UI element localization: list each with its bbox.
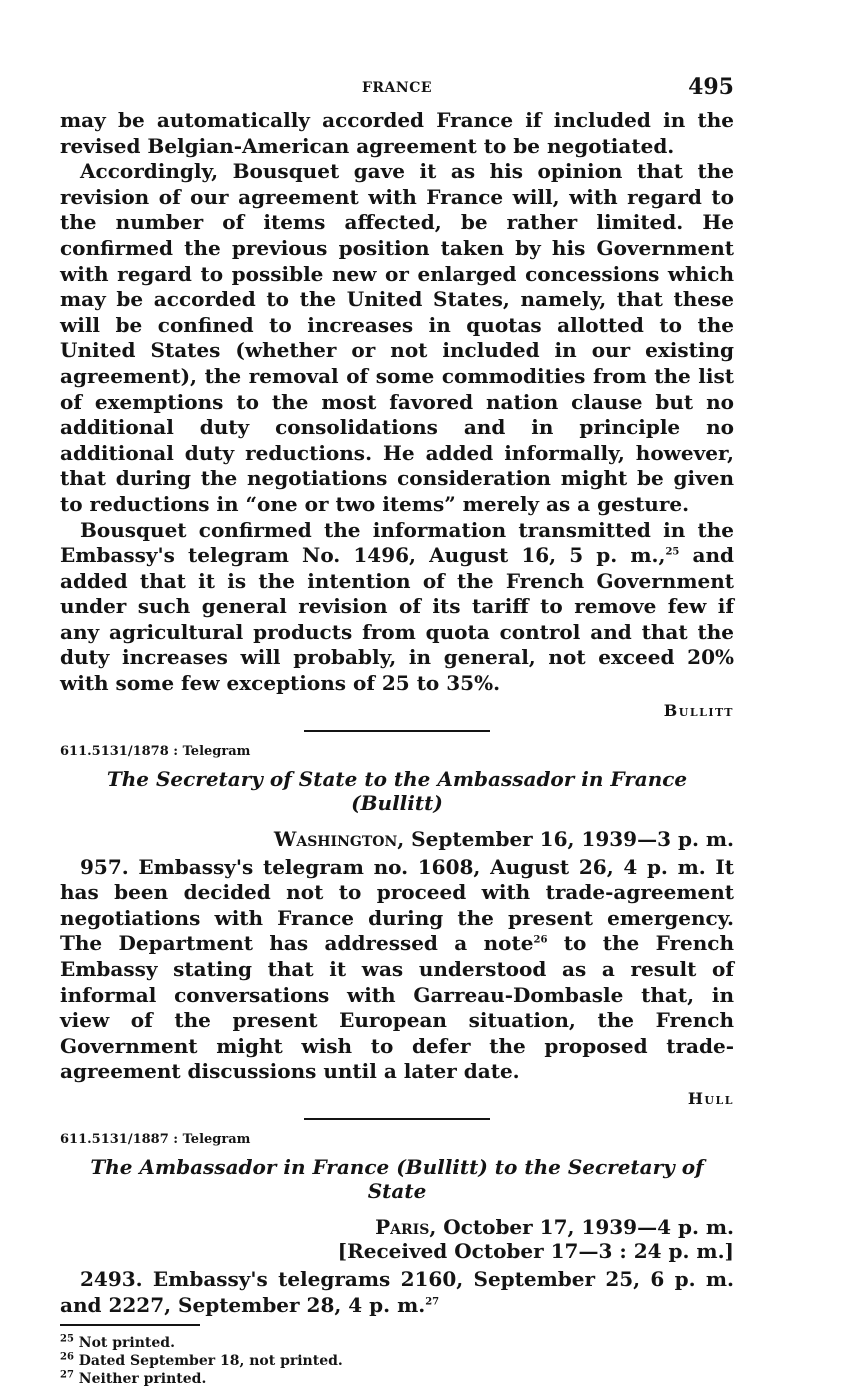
- dateline-place: Washington: [273, 826, 398, 851]
- para3-text-b: and added that it is the intention of the French Government under such general revision of its tariff to remove few if any agricultural products from quota control and that the duty increases will probably, in general, not exceed 20% with some few exceptions of 25 to 35%.: [60, 543, 734, 696]
- footnote-ref-27: 27: [425, 1295, 440, 1307]
- running-head: [60, 72, 734, 108]
- signature-hull: Hull: [687, 1089, 734, 1108]
- footnote-25: [60, 1334, 734, 1352]
- dateline: [60, 1215, 734, 1239]
- footnote-number: 26: [60, 1351, 74, 1363]
- paragraph-telegram-957: [60, 855, 734, 1085]
- received-line: [Received October 17—3 : 24 p. m.]: [337, 1239, 734, 1263]
- dateline-date: , October 17, 1939—4 p. m.: [429, 1215, 734, 1239]
- para-957-text-a: 957. Embassy's telegram no. 1608, August 26, 4 p. m. It has been decided not to proceed with trade-agreement negotiations with France during the present emergency. The Department has addressed a note: [60, 854, 734, 956]
- footnote-text: Not printed.: [73, 1335, 175, 1352]
- paragraph-bousquet-opinion: Accordingly, Bousquet gave it as his opinion that the revision of our agreement with France will, with regard to the number of items affected, be rather limited. He confirmed the previous position taken by his Government with regard to possible new or enlarged concessions which may be accorded to the United States, namely, that these will be confined to increases in quotas allotted to the United States (whether or not included in our existing agreement), the removal of some commodities from the list of exemptions to the most favored nation clause but no additional duty consolidations and in principle no additional duty reductions. He added informally, however, that during the negotiations consideration might be given to reductions in “one or two items” merely as a gesture.: [60, 159, 734, 516]
- signature-bullitt: Bullitt: [663, 700, 734, 720]
- footnote-ref-25: 25: [665, 546, 680, 558]
- para-957-text-b: to the French Embassy stating that it was understood as a result of informal conversations with Garreau-Dombasle that, in view of the present European situation, the French Government might wish to defer the proposed trade-agreement discussions until a later date.: [60, 931, 734, 1084]
- file-reference: 611.5131/1878 : Telegram: [60, 743, 251, 759]
- paragraph-telegram-2493: [60, 1267, 734, 1318]
- document-title: The Ambassador in France (Bullitt) to the Secretary of State: [90, 1155, 704, 1203]
- footnote-ref-26: 26: [533, 934, 548, 946]
- document-page: [60, 72, 734, 1388]
- paragraph-continuation: may be automatically accorded France if included in the revised Belgian-American agreement to be negotiated.: [60, 108, 734, 158]
- section-divider: [304, 1118, 490, 1120]
- paragraph-bousquet-confirmation: [60, 518, 734, 697]
- page-number: 495: [688, 74, 734, 100]
- dateline-place: Paris: [375, 1215, 430, 1239]
- footnote-number: 27: [60, 1369, 74, 1381]
- section-divider: [304, 730, 490, 732]
- para-2493-text: 2493. Embassy's telegrams 2160, September 25, 6 p. m. and 2227, September 28, 4 p. m.: [60, 1267, 734, 1317]
- footnote-27: [60, 1370, 734, 1388]
- para3-text-a: Bousquet confirmed the information transmitted in the Embassy's telegram No. 1496, August 16, 5 p. m.,: [60, 517, 734, 568]
- footnote-divider: [60, 1324, 200, 1326]
- file-reference: 611.5131/1887 : Telegram: [60, 1132, 251, 1147]
- footnote-number: 25: [60, 1333, 74, 1345]
- footnote-text: Dated September 18, not printed.: [73, 1353, 343, 1370]
- dateline-date: , September 16, 1939—3 p. m.: [397, 826, 734, 851]
- footnote-text: Neither printed.: [73, 1371, 207, 1388]
- footnote-26: [60, 1352, 734, 1370]
- running-title: FRANCE: [361, 80, 433, 96]
- dateline: [60, 827, 734, 851]
- document-title: The Secretary of State to the Ambassador in France (Bullitt): [106, 766, 688, 815]
